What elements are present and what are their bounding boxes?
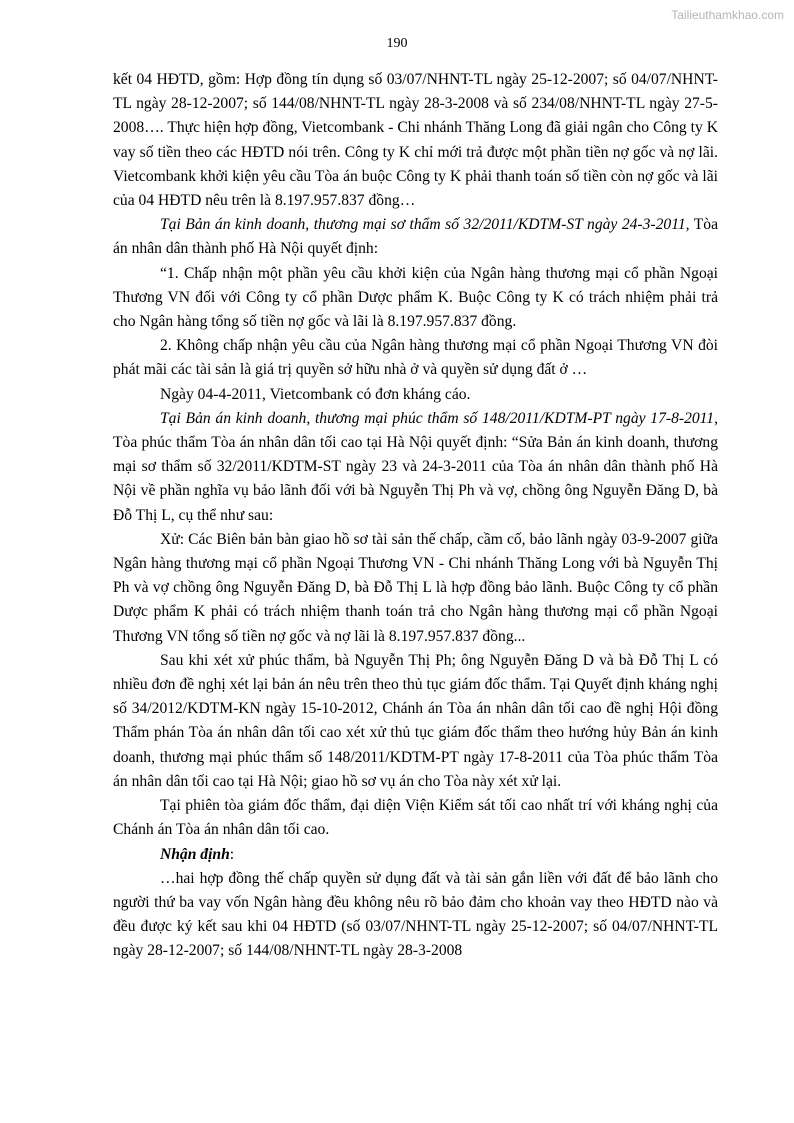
- section-heading-assessment: [113, 843, 718, 867]
- heading-colon: :: [229, 845, 235, 863]
- paragraph-8: Sau khi xét xử phúc thẩm, bà Nguyễn Thị Ph; ông Nguyễn Đăng D và bà Đỗ Thị L có nhiều đơn đề nghị xét lại bản án nêu trên theo thủ tục giám đốc thẩm. Tại Quyết định kháng nghị số 34/2012/KDTM-KN ngày 15-10-2012, Chánh án Tòa án nhân dân tối cao đề nghị Hội đồng Thẩm phán Tòa án nhân dân tối cao xét xử thủ tục giám đốc thẩm theo hướng hủy Bản án kinh doanh, thương mại phúc thẩm số 148/2011/KDTM-PT ngày 17-8-2011 của Tòa phúc thẩm Tòa án nhân dân tối cao tại Hà Nội; giao hồ sơ vụ án cho Tòa này xét xử lại.: [113, 651, 718, 790]
- heading-text: Nhận định: [160, 845, 230, 863]
- paragraph-1: kết 04 HĐTD, gồm: Hợp đồng tín dụng số 03/07/NHNT-TL ngày 25-12-2007; số 04/07/NHNT-TL ngày 28-12-2007; số 144/08/NHNT-TL ngày 28-3-2008 và số 234/08/NHNT-TL ngày 27-5-2008…. Thực hiện hợp đồng, Vietcombank - Chi nhánh Thăng Long đã giải ngân cho Công ty K vay số tiền theo các HĐTD nói trên. Công ty K chỉ mới trả được một phần tiền nợ gốc và nợ lãi. Vietcombank khởi kiện yêu cầu Tòa án buộc Công ty K phải thanh toán số tiền còn nợ gốc và lãi của 04 HĐTD nêu trên là 8.197.957.837 đồng…: [113, 71, 718, 210]
- paragraph-11: …hai hợp đồng thế chấp quyền sử dụng đất và tài sản gắn liền với đất để bảo lãnh cho người thứ ba vay vốn Ngân hàng đều không nêu rõ bảo đảm cho khoản vay theo HĐTD nào và đều được ký kết sau khi 04 HĐTD (số 03/07/NHNT-TL ngày 25-12-2007; số 04/07/NHNT-TL ngày 28-12-2007; số 144/08/NHNT-TL ngày 28-3-2008: [113, 869, 718, 960]
- paragraph-5: Ngày 04-4-2011, Vietcombank có đơn kháng cáo.: [160, 385, 471, 403]
- document-body: [113, 68, 718, 964]
- paragraph-2-text: Tòa án nhân dân thành phố Hà Nội quyết định:: [113, 216, 718, 258]
- paragraph-7: Xử: Các Biên bản bàn giao hồ sơ tài sản thế chấp, cầm cố, bảo lãnh ngày 03-9-2007 giữa Ngân hàng thương mại cổ phần Ngoại Thương VN - Chi nhánh Thăng Long với bà Nguyễn Thị Ph và vợ chồng ông Nguyễn Đăng D, bà Đỗ Thị L là hợp đồng bảo lãnh. Buộc Công ty cổ phần Dược phẩm K phải có trách nhiệm thanh toán trả cho Ngân hàng thương mại cổ phần Ngoại Thương VN tổng số tiền nợ gốc và nợ lãi là 8.197.957.837 đồng...: [113, 530, 718, 645]
- watermark: Tailieuthamkhao.com: [671, 8, 784, 22]
- paragraph-6-text: , Tòa phúc thẩm Tòa án nhân dân tối cao tại Hà Nội quyết định: “Sửa Bản án kinh doanh, thương mại sơ thẩm số 32/2011/KDTM-ST ngày 23 và 24-3-2011 của Tòa án nhân dân thành phố Hà Nội về phần nghĩa vụ bảo lãnh đối với bà Nguyễn Thị Ph và vợ, chồng ông Nguyễn Đăng D, bà Đỗ Thị L, cụ thể như sau:: [113, 409, 718, 524]
- paragraph-9: Tại phiên tòa giám đốc thẩm, đại diện Viện Kiểm sát tối cao nhất trí với kháng nghị của Chánh án Tòa án nhân dân tối cao.: [113, 797, 718, 839]
- case-citation-appeal: Tại Bản án kinh doanh, thương mại phúc thẩm số 148/2011/KDTM-PT ngày 17-8-2011: [160, 409, 715, 427]
- paragraph-2: [113, 213, 718, 261]
- paragraph-4: 2. Không chấp nhận yêu cầu của Ngân hàng thương mại cổ phần Ngoại Thương VN đòi phát mãi các tài sản là giá trị quyền sở hữu nhà ở và quyền sử dụng đất ở …: [113, 337, 718, 379]
- paragraph-6: [113, 407, 718, 528]
- case-citation-first-instance: Tại Bản án kinh doanh, thương mại sơ thẩm số 32/2011/KDTM-ST ngày 24-3-2011,: [160, 216, 690, 234]
- page-number: 190: [386, 36, 408, 51]
- paragraph-3: “1. Chấp nhận một phần yêu cầu khởi kiện của Ngân hàng thương mại cổ phần Ngoại Thương VN đối với Công ty cổ phần Dược phẩm K. Buộc Công ty K có trách nhiệm phải trả cho Ngân hàng tổng số tiền nợ gốc và lãi là 8.197.957.837 đồng.: [113, 264, 718, 331]
